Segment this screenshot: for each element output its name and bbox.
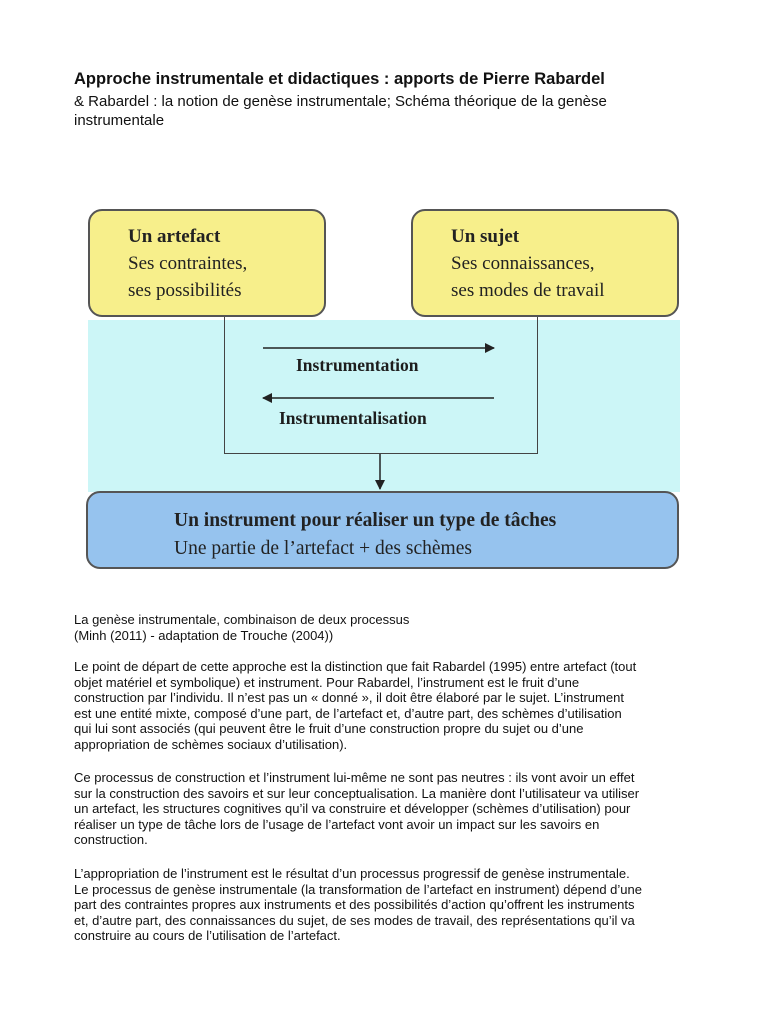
text-line: construction.: [74, 832, 148, 847]
page-subtitle: & Rabardel : la notion de genèse instrumentale; Schéma théorique de la genèse instrumentale: [74, 93, 607, 129]
sujet-line-1: Ses connaissances,: [451, 253, 595, 274]
artefact-heading: Un artefact: [128, 226, 221, 247]
paragraph-3: [74, 866, 714, 944]
text-line: sur la construction des savoirs et sur leur conceptualisation. La manière dont l’utilisateur va utiliser: [74, 785, 640, 801]
caption-line: La genèse instrumentale, combinaison de deux processus: [74, 612, 410, 627]
artefact-line-1: Ses contraintes,: [128, 253, 248, 274]
paragraph-2: [74, 770, 714, 848]
caption-line: (Minh (2011) - adaptation de Trouche (2004)): [74, 627, 334, 643]
sujet-heading: Un sujet: [451, 226, 520, 247]
text-line: qui lui sont associés (qui peuvent être le fruit d’une construction propre du sujet ou d’une: [74, 721, 584, 736]
instrument-heading: Un instrument pour réaliser un type de tâches: [174, 510, 557, 531]
instrumentalisation-label: Instrumentalisation: [279, 408, 427, 428]
text-line: réaliser un type de tâche lors de l’usage de l’artefact vont avoir un impact sur les savoirs en: [74, 816, 600, 832]
instrument-box: [86, 491, 679, 569]
text-line: Ce processus de construction et l’instrument lui-même ne sont pas neutres : ils vont avoir un effet: [74, 770, 635, 785]
paragraph-1: [74, 659, 714, 752]
text-line: est une entité mixte, composé d’une part, de l’artefact et, d’autre part, des schèmes d’utilisation: [74, 705, 622, 721]
text-line: construction par l’individu. Il n’est pas un « donné », il doit être élaboré par le sujet. L’instrument: [74, 690, 624, 705]
text-line: et, d’autre part, des connaissances du sujet, de ses modes de travail, des représentations qu’il va: [74, 912, 635, 928]
sujet-line-2: ses modes de travail: [451, 280, 605, 301]
figure-caption: [74, 612, 714, 643]
text-line: Le processus de genèse instrumentale (la transformation de l’artefact en instrument) dépend d’une: [74, 881, 642, 897]
text-line: objet matériel et symbolique) et instrument. Pour Rabardel, l’instrument est le fruit d’une: [74, 674, 580, 690]
text-line: construire au cours de l’utilisation de l’artefact.: [74, 928, 341, 943]
text-line: un artefact, les structures cognitives qu’il va construire et développer (schèmes d’utilisation) pour: [74, 801, 631, 816]
artefact-line-2: ses possibilités: [128, 280, 242, 301]
text-line: part des contraintes propres aux instruments et des possibilités d’action qu’offrent les instruments: [74, 897, 635, 912]
page-title: Approche instrumentale et didactiques : apports de Pierre Rabardel: [74, 70, 605, 88]
instrument-line-1: Une partie de l’artefact + des schèmes: [174, 538, 472, 559]
text-line: L’appropriation de l’instrument est le résultat d’un processus progressif de genèse instrumentale.: [74, 866, 630, 881]
text-line: Le point de départ de cette approche est la distinction que fait Rabardel (1995) entre artefact (tout: [74, 659, 637, 674]
instrumentation-label: Instrumentation: [296, 355, 419, 375]
text-line: appropriation de schèmes sociaux d’utilisation).: [74, 736, 348, 752]
